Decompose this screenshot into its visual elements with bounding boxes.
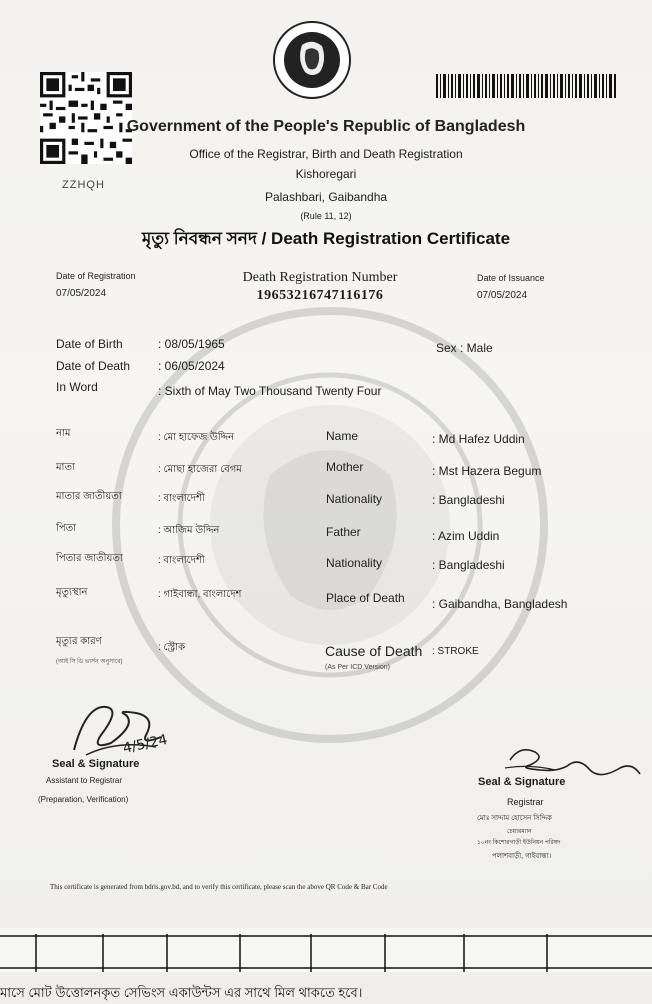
registrar-name: মোঃ সাদ্দাম হোসেন সিদ্দিক (477, 815, 552, 822)
bn-cause-label: মৃত্যুর কারণ (56, 636, 102, 647)
in-word-value: : Sixth of May Two Thousand Twenty Four (158, 384, 382, 398)
cause-label: Cause of Death (325, 643, 423, 659)
in-word-label: In Word (56, 380, 98, 394)
dob-label: Date of Birth (56, 337, 123, 351)
barcode-icon (436, 74, 616, 98)
assistant-sub: (Preparation, Verification) (38, 795, 129, 804)
name-label: Name (326, 429, 359, 443)
location-name: Palashbari, Gaibandha (264, 190, 388, 204)
date-of-registration-label: Date of Registration (56, 271, 136, 281)
bn-cause-note: (আই সি ডি ভার্সন অনুসারে) (56, 659, 123, 665)
certificate-title: মৃত্যু নিবন্ধন সনদ / Death Registration Certificate (141, 229, 511, 248)
place-of-death-label: Place of Death (326, 591, 405, 605)
qr-code-text: ZZHQH (62, 179, 105, 191)
dod-label: Date of Death (56, 359, 131, 373)
bn-cause-value: : স্ট্রোক (158, 642, 186, 653)
right-seal-label: Seal & Signature (478, 776, 566, 788)
government-seal-icon (272, 20, 352, 100)
registrar-role: Registrar (507, 797, 544, 807)
mother-label: Mother (326, 460, 364, 474)
registration-number-value: 19653216747116176 (256, 288, 384, 303)
office-name: Office of the Registrar, Birth and Death Registration (189, 147, 463, 161)
mother-nationality-value: : Bangladeshi (432, 493, 505, 507)
bn-mother-value: : মোছা হাজেরা বেগম (158, 464, 242, 475)
bn-father-nationality-label: পিতার জাতীয়তা (56, 553, 123, 564)
registration-number-label: Death Registration Number (242, 270, 398, 285)
registrar-union: ১০নং কিশোরগাড়ী ইউনিয়ন পরিষদ (477, 840, 561, 846)
bn-father-label: পিতা (56, 523, 77, 534)
bn-name-label: নাম (56, 428, 71, 439)
bn-father-nationality-value: : বাংলাদেশী (158, 555, 205, 566)
bn-mother-nationality-label: মাতার জাতীয়তা (56, 491, 122, 502)
assistant-signature-date: 4/5/24 (121, 731, 169, 757)
bn-father-value: : আজিম উদ্দিন (158, 525, 220, 536)
bn-mother-label: মাতা (56, 462, 75, 473)
bn-mother-nationality-value: : বাংলাদেশী (158, 493, 205, 504)
father-nationality-label: Nationality (326, 556, 383, 570)
mother-value: : Mst Hazera Begum (432, 464, 542, 478)
dob-value: : 08/05/1965 (158, 337, 225, 351)
dod-value: : 06/05/2024 (158, 359, 225, 373)
mother-nationality-label: Nationality (326, 492, 383, 506)
registrar-title: চেয়ারম্যান (507, 829, 532, 835)
union-name: Kishoregari (295, 167, 357, 181)
date-of-registration-value: 07/05/2024 (56, 288, 107, 299)
father-nationality-value: : Bangladeshi (432, 558, 505, 572)
date-of-issuance-label: Date of Issuance (477, 273, 545, 283)
cause-note: (As Per ICD Version) (325, 664, 390, 671)
date-of-issuance-value: 07/05/2024 (477, 290, 528, 301)
ledger-grid (0, 928, 652, 972)
cause-value: : STROKE (432, 646, 479, 657)
father-value: : Azim Uddin (432, 529, 500, 543)
assistant-role: Assistant to Registrar (46, 776, 123, 785)
sex-value: Sex : Male (436, 341, 493, 355)
bn-place-of-death-label: মৃত্যুস্থান (56, 587, 88, 598)
verification-note: This certificate is generated from bdris.gov.bd, and to verify this certificate, please scan the above QR Code & Bar Code (50, 883, 388, 891)
registrar-area: পলাশবাড়ী, গাইবান্ধা। (492, 853, 552, 860)
name-value: : Md Hafez Uddin (432, 432, 525, 446)
place-of-death-value: : Gaibandha, Bangladesh (432, 597, 568, 611)
bottom-note: মাসে মোট উত্তোলনকৃত সেভিংস একাউন্টস এর সাথে মিল থাকতে হবে। (0, 985, 363, 1000)
rule-reference: (Rule 11, 12) (300, 211, 352, 221)
bn-place-of-death-value: : গাইবান্ধা, বাংলাদেশ (158, 589, 242, 600)
bn-name-value: : মো হাফেজ উদ্দিন (158, 432, 235, 443)
assistant-signature-icon (66, 695, 176, 765)
government-title: Government of the People's Republic of Bangladesh (126, 118, 526, 135)
left-seal-label: Seal & Signature (52, 758, 140, 770)
father-label: Father (326, 525, 361, 539)
